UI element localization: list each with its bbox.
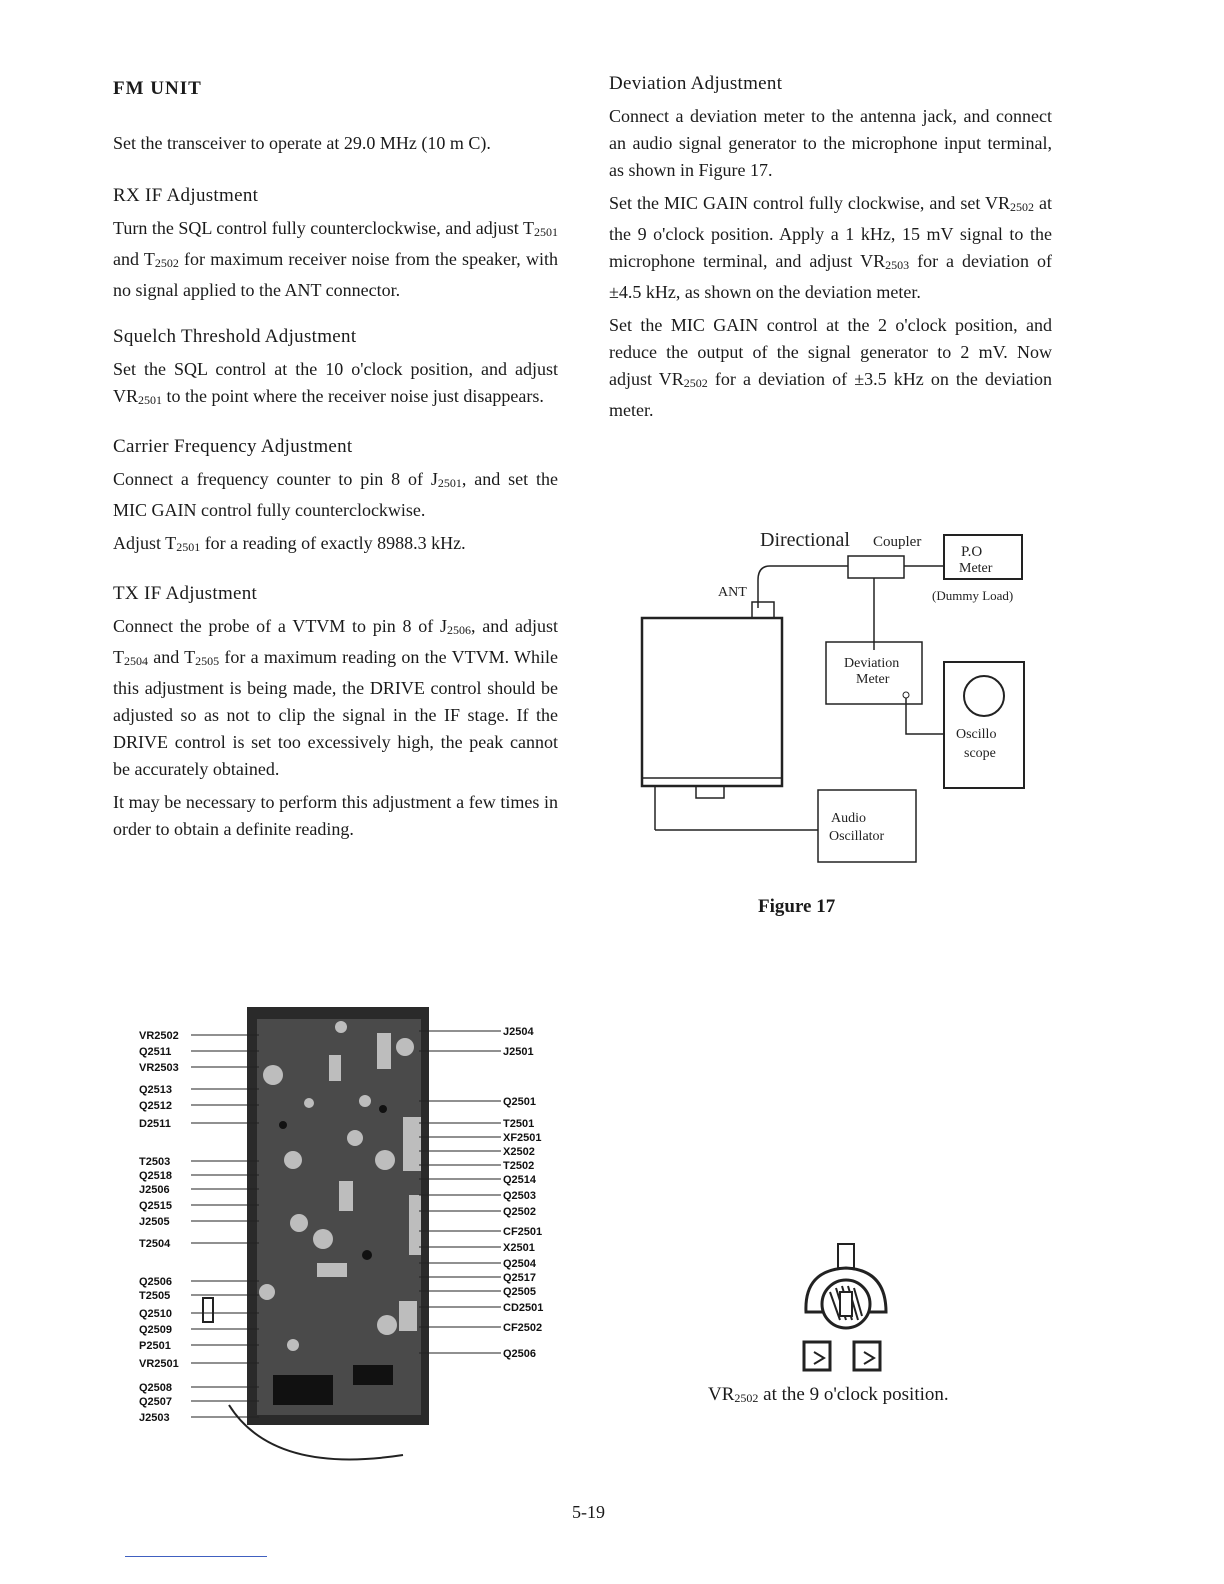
- tx-if-text-2: It may be necessary to perform this adjustment a few times in order to obtain a definite reading.: [113, 792, 558, 839]
- pcb-label-j2506: J2506: [139, 1184, 170, 1196]
- deviation-meter-label: Meter: [856, 672, 890, 687]
- audio-label: Audio: [831, 811, 866, 826]
- deviation-text-2: Set the MIC GAIN control fully clockwise, and set $VR_{2502}$ at the 9 o'clock position. Apply a 1 kHz, 15 mV signal to the microphone terminal, and adjust $VR_{2503}$ for a deviation of ±4.5 kHz, as shown on the deviation meter.: [609, 193, 1052, 302]
- pcb-label-q2511: Q2511: [139, 1046, 172, 1058]
- deviation-title: Deviation Adjustment: [609, 73, 783, 94]
- fm-unit-title: FM UNIT: [113, 78, 202, 99]
- pcb-right-labels: [419, 1026, 543, 1360]
- pcb-label-q2508: Q2508: [139, 1382, 173, 1394]
- oscilloscope-box: [944, 662, 1024, 788]
- pcb-label-q2510: Q2510: [139, 1308, 173, 1320]
- rx-if-title: RX IF Adjustment: [113, 185, 259, 206]
- footer-rule: [125, 1556, 267, 1557]
- squelch-title: Squelch Threshold Adjustment: [113, 326, 357, 347]
- vr-pin-top: [838, 1244, 854, 1268]
- pcb-label-t2505: T2505: [139, 1290, 171, 1302]
- pcb-label-q2501: Q2501: [503, 1096, 537, 1108]
- pcb-label-t2502: T2502: [503, 1160, 535, 1172]
- pcb-label-q2515: Q2515: [139, 1200, 173, 1212]
- carrier-title: Carrier Frequency Adjustment: [113, 436, 353, 457]
- squelch-text: Set the SQL control at the 10 o'clock position, and adjust $VR_{2501}$ to the point where the receiver noise just disappears.: [113, 359, 558, 407]
- pcb-label-j2505: J2505: [139, 1216, 170, 1228]
- pcb-label-vr2502: VR2502: [139, 1030, 179, 1042]
- audio-oscillator-box: [818, 790, 916, 862]
- pcb-label-q2507: Q2507: [139, 1396, 173, 1408]
- vr-pin-right: [854, 1342, 880, 1370]
- vr-pin-left: [804, 1342, 830, 1370]
- page-number: 5-19: [572, 1502, 605, 1522]
- oscillo-label: Oscillo: [956, 727, 997, 742]
- carrier-text: Connect a frequency counter to pin 8 of $J_{2501}$, and set the MIC GAIN control fully counterclockwise.: [113, 469, 559, 520]
- dummy-load-label: (Dummy Load): [932, 588, 1014, 603]
- directional-label: Directional: [760, 529, 850, 551]
- ant-label: ANT: [718, 585, 747, 600]
- pcb-label-j2501: J2501: [503, 1046, 534, 1058]
- pcb-label-q2502: Q2502: [503, 1206, 537, 1218]
- vr2502-caption: $VR_{2502}$ at the 9 o'clock position.: [708, 1384, 949, 1405]
- pcb-label-t2504: T2504: [139, 1238, 171, 1250]
- oscillator-label: Oscillator: [829, 829, 885, 844]
- scope-label: scope: [964, 746, 996, 761]
- pcb-label-cf2502: CF2502: [503, 1322, 543, 1334]
- rx-if-text: Turn the SQL control fully counterclockwise, and adjust $T_{2501}$ and $T_{2502}$ for maximum receiver noise from the speaker, with no signal applied to the ANT connector.: [113, 218, 558, 300]
- right-column: [609, 73, 1052, 430]
- pcb-label-t2503: T2503: [139, 1156, 171, 1168]
- pcb-label-x2502: X2502: [503, 1146, 535, 1158]
- deviation-text-3: Set the MIC GAIN control at the 2 o'clock position, and reduce the output of the signal generator to 2 mV. Now adjust $VR_{2502}$ for a deviation of ±3.5 kHz on the deviation meter.: [609, 315, 1052, 420]
- pcb-label-t2501: T2501: [503, 1118, 535, 1130]
- pcb-label-cf2501: CF2501: [503, 1226, 543, 1238]
- po-meter-label: Meter: [959, 561, 993, 576]
- pcb-label-cd2501: CD2501: [503, 1302, 544, 1314]
- figure-17-caption: Figure 17: [758, 896, 836, 917]
- pcb-left-labels: [139, 1030, 259, 1424]
- pcb-label-vr2503: VR2503: [139, 1062, 179, 1074]
- tx-if-title: TX IF Adjustment: [113, 583, 258, 604]
- pcb-label-vr2501: VR2501: [139, 1358, 179, 1370]
- pcb-label-q2504: Q2504: [503, 1258, 537, 1270]
- pcb-label-d2511: D2511: [139, 1118, 171, 1130]
- pcb-label-q2506: Q2506: [503, 1348, 537, 1360]
- carrier-text-2: Adjust $T_{2501}$ for a reading of exactly 8988.3 kHz.: [113, 533, 466, 554]
- vr2502-illustration: [800, 1240, 900, 1380]
- deviation-label: Deviation: [844, 656, 900, 671]
- transceiver-box: [642, 618, 782, 786]
- pcb-photo-diagram: [133, 1005, 563, 1480]
- pcb-label-q2513: Q2513: [139, 1084, 173, 1096]
- pcb-label-q2518: Q2518: [139, 1170, 173, 1182]
- coupler-label: Coupler: [873, 534, 922, 550]
- fm-unit-text: Set the transceiver to operate at 29.0 MHz (10 m C).: [113, 133, 491, 153]
- deviation-text-1: Connect a deviation meter to the antenna jack, and connect an audio signal generator to the microphone input terminal, as shown in Figure 17.: [609, 106, 1052, 180]
- pcb-label-j2504: J2504: [503, 1026, 534, 1038]
- pcb-label-q2517: Q2517: [503, 1272, 537, 1284]
- pcb-label-q2509: Q2509: [139, 1324, 173, 1336]
- left-column: [113, 78, 558, 849]
- po-label: P.O: [961, 544, 983, 560]
- pcb-label-xf2501: XF2501: [503, 1132, 542, 1144]
- pcb-label-p2501: P2501: [139, 1340, 171, 1352]
- pcb-label-q2514: Q2514: [503, 1174, 537, 1186]
- pcb-label-q2503: Q2503: [503, 1190, 537, 1202]
- pcb-label-q2506: Q2506: [139, 1276, 173, 1288]
- pcb-label-j2503: J2503: [139, 1412, 170, 1424]
- figure-17-diagram: [630, 520, 1050, 880]
- pcb-label-q2512: Q2512: [139, 1100, 173, 1112]
- pcb-label-x2501: X2501: [503, 1242, 535, 1254]
- tx-if-text: Connect the probe of a VTVM to pin 8 of $J_{2506}$, and adjust $T_{2504}$ and $T_{2505}$ for a maximum reading on the VTVM. While this adjustment is being made, the DRIVE control should be adjusted so as not to clip the signal in the IF stage. If the DRIVE control is set too excessively high, the peak cannot be accurately obtained.: [113, 616, 558, 779]
- pcb-label-q2505: Q2505: [503, 1286, 537, 1298]
